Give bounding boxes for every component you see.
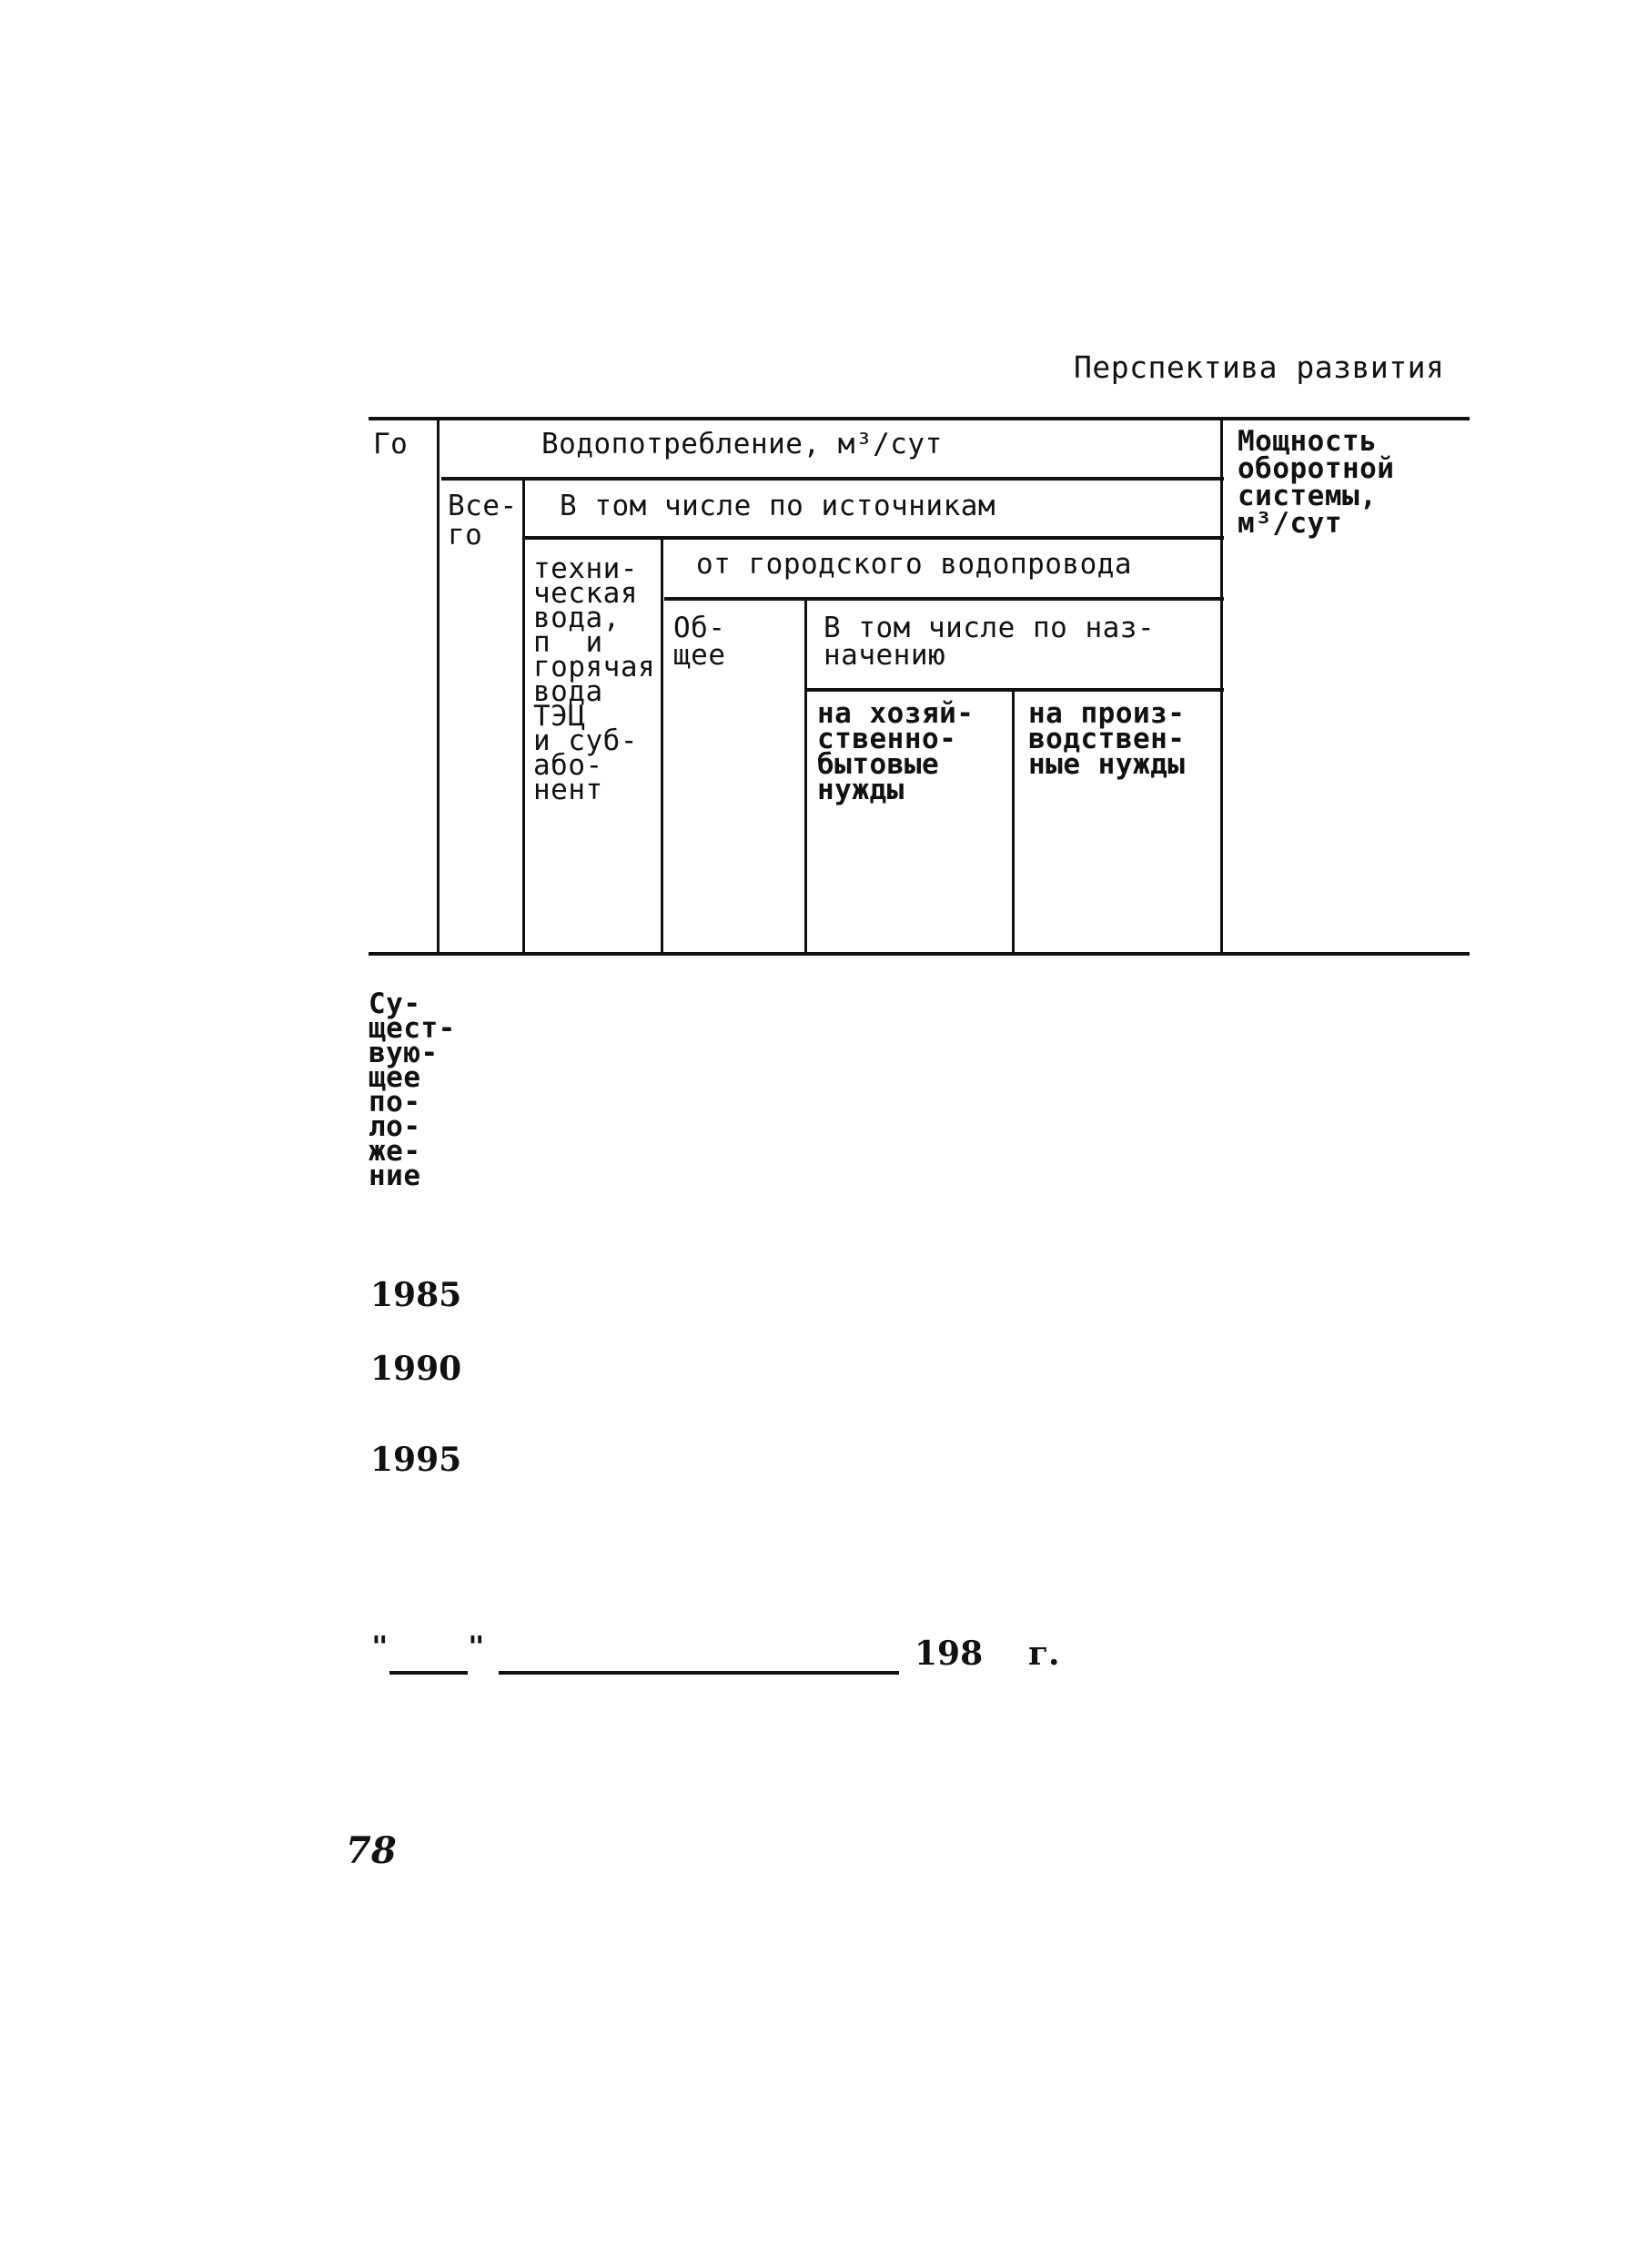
date-year-prefix: 198 [915,1635,984,1673]
table-top-rule [369,417,1470,420]
vline-after-household [1012,692,1015,952]
table-bottom-rule [369,952,1470,956]
rule-under-city-water-title [664,597,1224,601]
row-label-1995: 1995 [370,1441,462,1479]
vline-after-tech-water [661,540,663,952]
rule-under-sources-title [524,536,1224,540]
date-quote-close: " [468,1631,486,1664]
header-circulating-capacity: Мощность оборотной системы, м³/сут [1238,425,1395,540]
header-household-needs: на хозяй- ственно- бытовые нужды [817,697,975,806]
header-year: Го [373,428,409,461]
header-technical-water: техни- ческая вода, п и горячая вода ТЭЦ и суб- або- нент [533,552,656,806]
header-water-consumption: Водопотребление, м³/сут [541,428,943,461]
header-general: Об- щее [673,612,726,672]
date-quote-open: " [371,1631,389,1664]
row-label-1985: 1985 [370,1276,462,1314]
row-label-existing: Су- щест- вую- щее по- ло- же- ние [369,987,456,1192]
header-city-water: от городского водопровода [696,548,1133,581]
vline-after-industrial [1220,420,1223,952]
row-label-1990: 1990 [370,1350,462,1388]
header-by-purpose: В том числе по наз- начению [824,612,1156,672]
page-number: 78 [346,1829,397,1872]
day-blank [389,1671,468,1675]
header-total: Все- го [448,490,518,552]
vline-after-general [804,601,807,952]
vline-after-year [437,420,440,952]
vline-after-total [522,481,525,952]
rule-under-purpose-title [807,688,1224,692]
rule-under-group-title [441,477,1224,481]
header-by-sources: В том числе по источникам [560,490,996,522]
month-blank [499,1671,899,1675]
date-year-suffix: г. [1028,1635,1060,1673]
running-header: Перспектива развития [1074,349,1445,385]
header-industrial-needs: на произ- водствен- ные нужды [1028,697,1186,781]
